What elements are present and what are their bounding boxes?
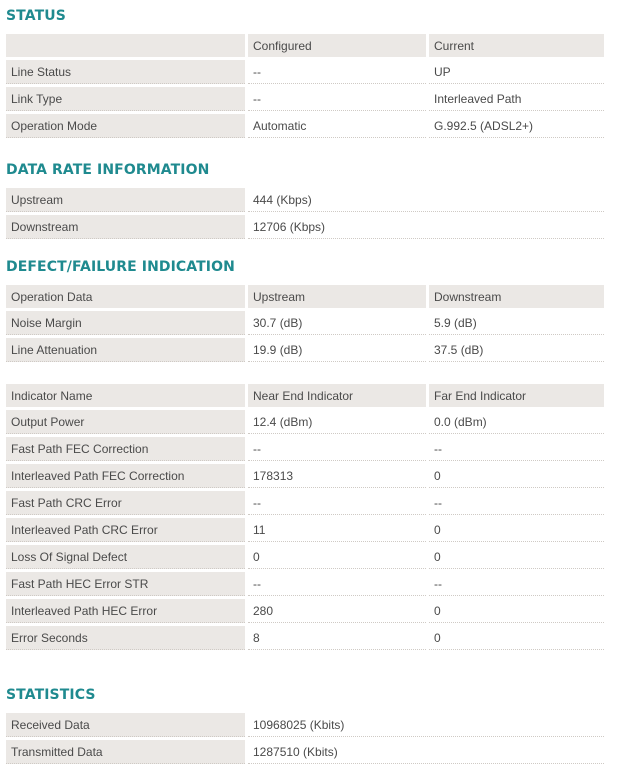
table-row xyxy=(6,545,604,569)
row-label: Received Data xyxy=(6,713,245,737)
table-row xyxy=(6,464,604,488)
row-label: Line Attenuation xyxy=(6,338,245,362)
row-value-downstream: 5.9 (dB) xyxy=(429,311,604,335)
status-table xyxy=(6,31,604,141)
row-label: Transmitted Data xyxy=(6,740,245,764)
statistics-title: STATISTICS xyxy=(6,687,96,703)
row-label: Fast Path FEC Correction xyxy=(6,437,245,461)
status-title: STATUS xyxy=(6,8,66,24)
row-value-far: 0 xyxy=(429,545,604,569)
row-value-far: 0 xyxy=(429,626,604,650)
indicator-table xyxy=(6,381,604,653)
row-value-current: UP xyxy=(429,60,604,84)
table-header-row xyxy=(6,384,604,407)
status-header-configured: Configured xyxy=(248,34,426,57)
row-value: 444 (Kbps) xyxy=(248,188,604,212)
table-row xyxy=(6,437,604,461)
header-operation-data: Operation Data xyxy=(6,285,245,308)
data-rate-title: DATA RATE INFORMATION xyxy=(6,162,210,178)
row-value-near: 0 xyxy=(248,545,426,569)
table-row xyxy=(6,740,604,764)
table-row xyxy=(6,338,604,362)
row-value-downstream: 37.5 (dB) xyxy=(429,338,604,362)
header-far-end: Far End Indicator xyxy=(429,384,604,407)
row-value-current: G.992.5 (ADSL2+) xyxy=(429,114,604,138)
table-header-row xyxy=(6,34,604,57)
table-row xyxy=(6,188,604,212)
row-value-near: -- xyxy=(248,491,426,515)
table-row xyxy=(6,215,604,239)
row-value-near: 8 xyxy=(248,626,426,650)
table-header-row xyxy=(6,285,604,308)
row-value-configured: -- xyxy=(248,87,426,111)
table-row xyxy=(6,518,604,542)
row-value-near: 11 xyxy=(248,518,426,542)
defect-title: DEFECT/FAILURE INDICATION xyxy=(6,259,235,275)
row-label: Interleaved Path FEC Correction xyxy=(6,464,245,488)
row-label: Interleaved Path HEC Error xyxy=(6,599,245,623)
row-value-near: 178313 xyxy=(248,464,426,488)
row-value-near: 12.4 (dBm) xyxy=(248,410,426,434)
header-indicator-name: Indicator Name xyxy=(6,384,245,407)
row-value-far: 0 xyxy=(429,518,604,542)
data-rate-table xyxy=(6,185,604,242)
row-value-far: -- xyxy=(429,572,604,596)
table-row xyxy=(6,626,604,650)
row-label: Noise Margin xyxy=(6,311,245,335)
row-value-far: 0.0 (dBm) xyxy=(429,410,604,434)
row-value-configured: -- xyxy=(248,60,426,84)
row-label: Operation Mode xyxy=(6,114,245,138)
row-label: Downstream xyxy=(6,215,245,239)
header-downstream: Downstream xyxy=(429,285,604,308)
row-value-configured: Automatic xyxy=(248,114,426,138)
table-row xyxy=(6,311,604,335)
row-value-upstream: 19.9 (dB) xyxy=(248,338,426,362)
table-row xyxy=(6,491,604,515)
row-label: Upstream xyxy=(6,188,245,212)
row-value-near: 280 xyxy=(248,599,426,623)
statistics-table xyxy=(6,710,604,767)
row-value-near: -- xyxy=(248,572,426,596)
row-label: Fast Path HEC Error STR xyxy=(6,572,245,596)
row-label: Loss Of Signal Defect xyxy=(6,545,245,569)
table-row xyxy=(6,599,604,623)
row-value: 12706 (Kbps) xyxy=(248,215,604,239)
header-upstream: Upstream xyxy=(248,285,426,308)
table-row xyxy=(6,60,604,84)
row-label: Fast Path CRC Error xyxy=(6,491,245,515)
status-header-current: Current xyxy=(429,34,604,57)
row-value-far: 0 xyxy=(429,599,604,623)
header-near-end: Near End Indicator xyxy=(248,384,426,407)
row-value-current: Interleaved Path xyxy=(429,87,604,111)
table-row xyxy=(6,114,604,138)
row-value-upstream: 30.7 (dB) xyxy=(248,311,426,335)
row-value-near: -- xyxy=(248,437,426,461)
table-row xyxy=(6,87,604,111)
row-value: 1287510 (Kbits) xyxy=(248,740,604,764)
table-row xyxy=(6,713,604,737)
row-label: Interleaved Path CRC Error xyxy=(6,518,245,542)
row-value: 10968025 (Kbits) xyxy=(248,713,604,737)
table-row xyxy=(6,572,604,596)
row-label: Output Power xyxy=(6,410,245,434)
row-label: Error Seconds xyxy=(6,626,245,650)
status-header-blank xyxy=(6,34,245,57)
table-row xyxy=(6,410,604,434)
row-value-far: 0 xyxy=(429,464,604,488)
row-value-far: -- xyxy=(429,491,604,515)
operation-data-table xyxy=(6,282,604,365)
row-label: Link Type xyxy=(6,87,245,111)
row-value-far: -- xyxy=(429,437,604,461)
row-label: Line Status xyxy=(6,60,245,84)
